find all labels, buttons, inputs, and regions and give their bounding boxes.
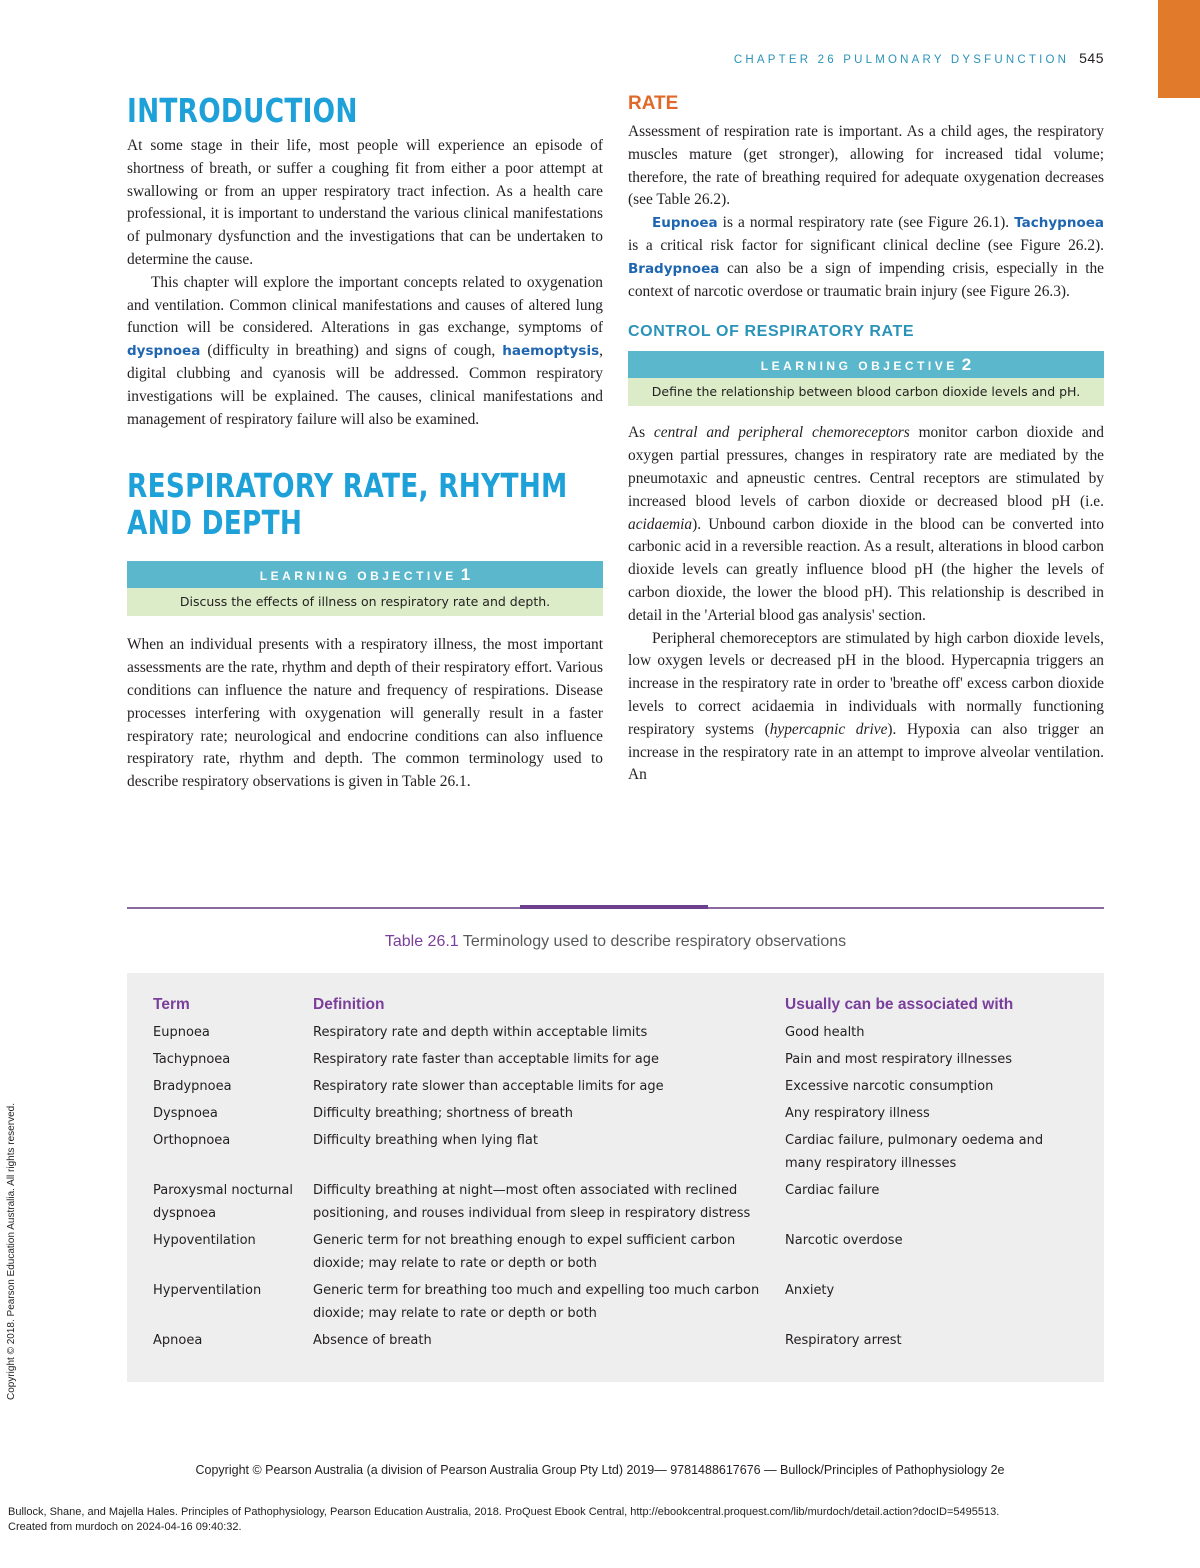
learning-objective-header: LEARNING OBJECTIVE 1 bbox=[127, 561, 603, 588]
header-association: Usually can be associated with bbox=[785, 996, 1014, 1013]
intro-paragraph-1: At some stage in their life, most people will experience an episode of shortness of breath, or suffer a coughing fit from either a poor attempt at swallowing or from an upper respiratory tract infection. As a health care professional, it is important to understand the various clinical manifestations of pulmonary dysfunction and the investigations that can be undertaken to determine the cause. bbox=[127, 137, 603, 268]
control-heading: CONTROL OF RESPIRATORY RATE bbox=[628, 323, 915, 341]
keyword-eupnoea: Eupnoea bbox=[652, 215, 718, 232]
page-number: 545 bbox=[1079, 50, 1104, 66]
left-column bbox=[127, 92, 603, 794]
table-top-rule bbox=[127, 907, 1104, 909]
footer-copyright: Copyright © Pearson Australia (a division of Pearson Australia Group Pty Ltd) 2019— 9781488617676 — Bullock/Principles of Pathophysiology 2e bbox=[195, 1463, 1005, 1477]
rate-paragraph-2: Eupnoea is a normal respiratory rate (see Figure 26.1). Tachypnoea is a critical risk factor for significant clinical decline (see Figure 26.2). Bradypnoea can also be a sign of impending crisis, especially in the context of narcotic overdose or traumatic brain injury (see Figure 26.3). bbox=[628, 214, 1104, 300]
table-header-row bbox=[127, 989, 1104, 1021]
rrd-heading: RESPIRATORY RATE, RHYTHM AND DEPTH bbox=[127, 466, 568, 543]
rrd-paragraph: When an individual presents with a respiratory illness, the most important assessments are the rate, rhythm and depth of their respiratory effort. Various conditions can influence the nature and frequency of respirations. Disease processes interfering with oxygenation will generally result in a faster respiratory rate; neurological and endocrine conditions can also influence respiratory rate, rhythm and depth. The common terminology used to describe respiratory observations is given in Table 26.1. bbox=[127, 636, 603, 791]
running-head bbox=[734, 50, 1104, 66]
table-row: Hypoventilation Generic term for not breathing enough to expel sufficient carbon dioxide; may relate to rate or depth or both Narcotic overdose bbox=[153, 1233, 903, 1271]
table-row: Orthopnoea Difficulty breathing when lying flat Cardiac failure, pulmonary oedema and many respiratory illnesses bbox=[153, 1133, 1044, 1171]
footer-citation bbox=[8, 1505, 999, 1535]
citation-line-1[interactable]: Bullock, Shane, and Majella Hales. Principles of Pathophysiology, Pearson Education Australia, 2018. ProQuest Ebook Central, http://ebookcentral.proquest.com/lib/murdoch/detail.action?docID=5495513. bbox=[8, 1506, 1000, 1518]
table-row: Paroxysmal nocturnal dyspnoea Difficulty breathing at night—most often associated with reclined positioning, and rouses individual from sleep in respiratory distress Cardiac failure bbox=[153, 1183, 880, 1221]
right-column bbox=[628, 93, 1104, 787]
table-26-1 bbox=[127, 907, 1104, 1382]
rule-accent bbox=[520, 905, 708, 909]
intro-paragraph-2: This chapter will explore the important concepts related to oxygenation and ventilation. Common clinical manifestations and causes of altered lung function will be considered. Alterations in gas exchange, symptoms of dyspnoea (difficulty in breathing) and signs of cough, haemoptysis, digital clubbing and cyanosis will be addressed. Common respiratory investigations will be explained. The causes, clinical manifestations and management of respiratory failure will also be examined. bbox=[127, 273, 603, 428]
table-row: Hyperventilation Generic term for breathing too much and expelling too much carbon dioxide; may relate to rate or depth or both Anxiety bbox=[153, 1283, 835, 1321]
header-definition: Definition bbox=[313, 996, 385, 1013]
table-row: Dyspnoea Difficulty breathing; shortness of breath Any respiratory illness bbox=[153, 1106, 930, 1121]
table-row: Bradypnoea Respiratory rate slower than acceptable limits for age Excessive narcotic consumption bbox=[153, 1079, 994, 1094]
keyword-haemoptysis: haemoptysis bbox=[502, 343, 600, 360]
rate-paragraph-1: Assessment of respiration rate is important. As a child ages, the respiratory muscles mature (get stronger), allowing for increased tidal volume; therefore, the rate of breathing required for adequate oxygenation decreases (see Table 26.2). bbox=[628, 123, 1104, 209]
keyword-bradypnoea: Bradypnoea bbox=[628, 260, 720, 277]
intro-heading: INTRODUCTION bbox=[127, 91, 358, 130]
header-term: Term bbox=[153, 996, 190, 1013]
citation-line-2: Created from murdoch on 2024-04-16 09:40:32. bbox=[8, 1521, 242, 1533]
control-paragraph-2: Peripheral chemoreceptors are stimulated by high carbon dioxide levels, low oxygen levels or decreased pH in the blood. Hypercapnia triggers an increase in the respiratory rate in order to 'breathe off' excess carbon dioxide levels to correct acidaemia in individuals with normally functioning respiratory systems (hypercapnic drive). Hypoxia can also trigger an increase in the respiratory rate in an attempt to improve alveolar ventilation. An bbox=[628, 629, 1104, 784]
chapter-title: CHAPTER 26 PULMONARY DYSFUNCTION bbox=[733, 54, 1070, 66]
table-row: Eupnoea Respiratory rate and depth within acceptable limits Good health bbox=[153, 1025, 865, 1040]
keyword-tachypnoea: Tachypnoea bbox=[1014, 215, 1104, 232]
control-paragraph-1: As central and peripheral chemoreceptors monitor carbon dioxide and oxygen partial pressures, changes in respiratory rate are mediated by the pneumotaxic and apneustic centres. Central receptors are stimulated by increased blood levels of carbon dioxide or decreased blood pH (i.e. acidaemia). Unbound carbon dioxide in the blood can be converted into carbonic acid in a reversible reaction. As a result, alterations in blood carbon dioxide levels can greatly influence blood pH (the higher the levels of carbon dioxide, the lower the blood pH). This relationship is described in detail in the 'Arterial blood gas analysis' section. bbox=[628, 424, 1105, 624]
table-body bbox=[127, 973, 1104, 1382]
learning-objective-text: Define the relationship between blood carbon dioxide levels and pH. bbox=[628, 378, 1104, 406]
learning-objective-1 bbox=[127, 561, 603, 616]
table-row: Apnoea Absence of breath Respiratory arrest bbox=[153, 1333, 902, 1348]
learning-objective-header: LEARNING OBJECTIVE 2 bbox=[628, 351, 1104, 378]
chapter-tab bbox=[1158, 0, 1200, 98]
table-row: Tachypnoea Respiratory rate faster than acceptable limits for age Pain and most respiratory illnesses bbox=[153, 1052, 1013, 1067]
rate-heading: RATE bbox=[628, 93, 679, 114]
learning-objective-2 bbox=[628, 351, 1104, 406]
side-copyright: Copyright © 2018. Pearson Education Australia. All rights reserved. bbox=[6, 1103, 17, 1400]
learning-objective-text: Discuss the effects of illness on respiratory rate and depth. bbox=[127, 588, 603, 616]
table-caption: Table 26.1 Terminology used to describe respiratory observations bbox=[384, 933, 847, 950]
keyword-dyspnoea: dyspnoea bbox=[127, 343, 201, 360]
